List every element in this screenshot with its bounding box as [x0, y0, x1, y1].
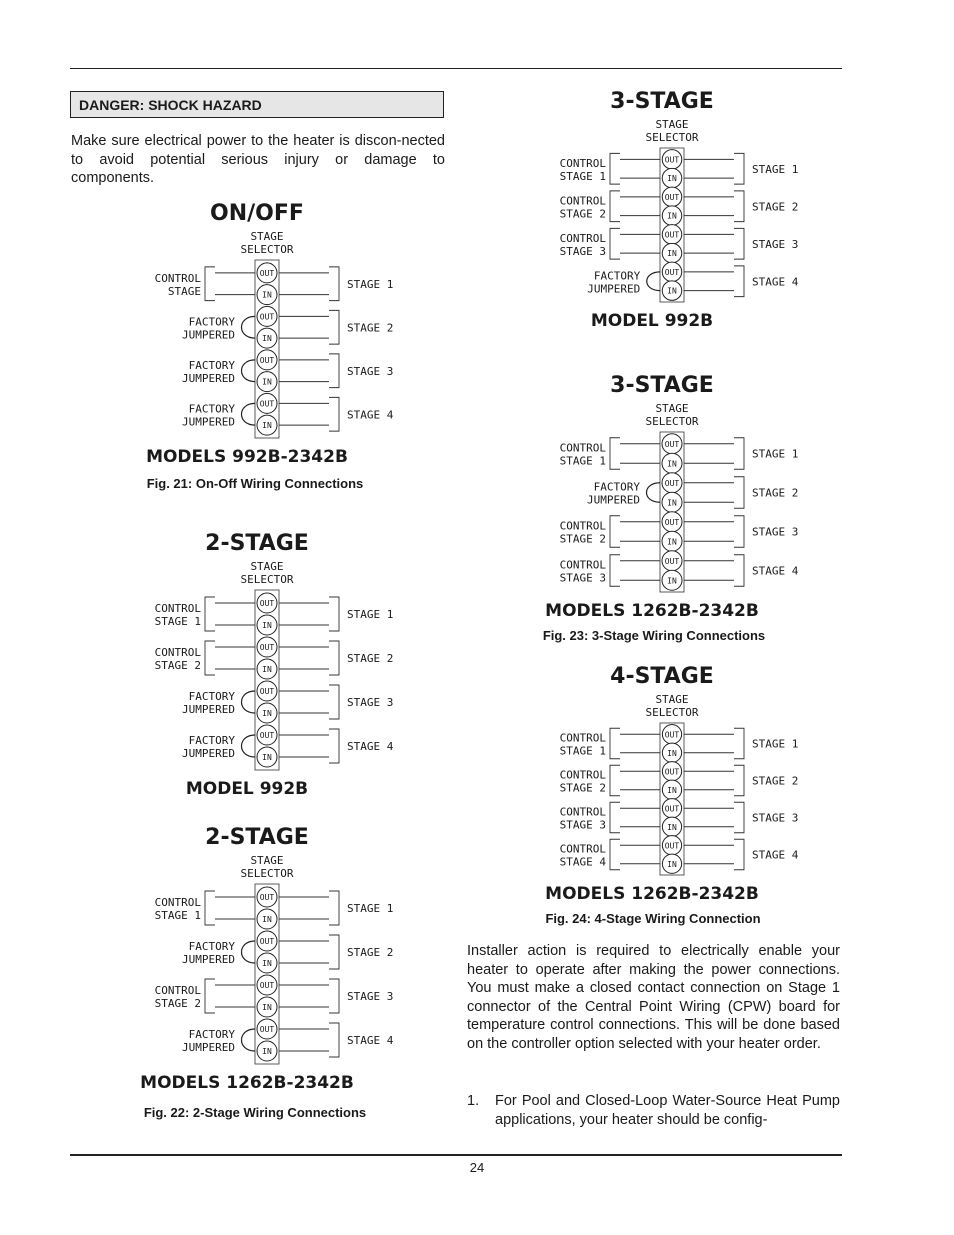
control-label: STAGE 3: [559, 818, 606, 832]
figure-23-caption: Fig. 23: 3-Stage Wiring Connections: [542, 628, 766, 643]
wiring-row: [182, 931, 393, 973]
bracket-right: [734, 266, 744, 297]
terminal-out-label: OUT: [664, 841, 680, 851]
jumper-label: JUMPERED: [587, 493, 640, 507]
terminal-in-label: IN: [667, 859, 677, 869]
bracket-right: [329, 597, 339, 631]
stage-label: STAGE 4: [752, 275, 799, 289]
terminal-in-label: IN: [667, 498, 677, 508]
bracket-right: [329, 979, 339, 1013]
figure-22-caption: Fig. 22: 2-Stage Wiring Connections: [143, 1105, 367, 1120]
bracket-right: [734, 728, 744, 759]
bracket-right: [734, 555, 744, 587]
selector-label: SELECTOR: [240, 573, 294, 586]
wiring-row: [155, 637, 394, 679]
terminal-out-label: OUT: [664, 192, 680, 202]
stage-label: STAGE 1: [752, 447, 799, 461]
jumper-label: FACTORY: [188, 402, 235, 416]
stage-label: STAGE 1: [347, 902, 394, 915]
bracket-right: [734, 438, 744, 470]
selector-label: STAGE: [250, 230, 284, 243]
control-label: STAGE 2: [154, 659, 201, 672]
stage-label: STAGE 4: [752, 564, 799, 578]
bracket-left: [610, 765, 620, 796]
jumper-label: JUMPERED: [587, 282, 641, 296]
jumper-wire: [242, 360, 256, 382]
wiring-diagram-3-stage-1262b: [530, 370, 799, 622]
stage-label: STAGE 4: [347, 408, 394, 422]
wiring-diagram-4-stage: [530, 661, 799, 905]
bracket-left: [610, 516, 620, 548]
terminal-out-label: OUT: [259, 1025, 275, 1034]
stage-label: STAGE 3: [752, 237, 799, 251]
control-label: STAGE 2: [559, 532, 606, 546]
jumper-wire: [242, 941, 256, 963]
control-label: STAGE 3: [559, 244, 606, 258]
list-number: 1.: [467, 1093, 480, 1109]
stage-label: STAGE 4: [752, 848, 799, 862]
control-label: CONTROL: [559, 558, 606, 572]
stage-label: STAGE 1: [347, 277, 394, 291]
bracket-left: [610, 153, 620, 184]
jumper-wire: [242, 735, 256, 757]
selector-label: SELECTOR: [240, 243, 294, 256]
terminal-out-label: OUT: [664, 517, 680, 527]
terminal-in-label: IN: [667, 211, 677, 221]
diagram-title: 2-STAGE: [205, 531, 309, 556]
stage-label: STAGE 1: [752, 737, 799, 751]
control-label: STAGE 1: [154, 615, 201, 628]
bracket-left: [610, 802, 620, 833]
stage-label: STAGE 2: [347, 946, 394, 959]
jumper-label: FACTORY: [593, 480, 640, 494]
diagram-title: 3-STAGE: [610, 373, 714, 398]
terminal-in-label: IN: [262, 621, 272, 630]
wiring-diagram-on-off: [120, 198, 394, 468]
wiring-row: [560, 836, 799, 874]
control-label: CONTROL: [559, 231, 606, 245]
wiring-row: [560, 187, 799, 225]
terminal-in-label: IN: [262, 665, 272, 674]
control-label: CONTROL: [559, 156, 606, 170]
terminal-out-label: OUT: [664, 230, 680, 240]
terminal-in-label: IN: [262, 1003, 272, 1012]
bracket-right: [329, 641, 339, 675]
terminal-out-label: OUT: [259, 731, 275, 740]
terminal-in-label: IN: [667, 748, 677, 758]
wiring-diagram-2-stage-1262b: [120, 822, 394, 1094]
bracket-left: [610, 191, 620, 222]
control-label: STAGE 2: [559, 207, 606, 221]
control-label: CONTROL: [559, 731, 606, 745]
stage-label: STAGE 3: [347, 990, 394, 1003]
control-label: STAGE 1: [154, 909, 201, 922]
bracket-right: [734, 228, 744, 259]
jumper-wire: [242, 691, 256, 713]
stage-label: STAGE 1: [347, 608, 394, 621]
selector-label: STAGE: [655, 402, 689, 415]
bracket-right: [329, 685, 339, 719]
bottom-rule: [70, 1154, 842, 1156]
terminal-out-label: OUT: [259, 399, 275, 409]
jumper-label: FACTORY: [188, 940, 235, 953]
control-label: CONTROL: [559, 805, 606, 819]
model-label: MODEL 992B: [185, 779, 309, 799]
bracket-right: [734, 765, 744, 796]
selector-label: STAGE: [655, 118, 689, 131]
wiring-row: [155, 887, 394, 929]
wiring-diagram-3-stage-992b: [530, 86, 799, 332]
stage-label: STAGE 2: [347, 321, 394, 335]
wiring-row: [560, 512, 799, 552]
control-label: STAGE 1: [559, 744, 606, 758]
terminal-in-label: IN: [667, 249, 677, 259]
stage-label: STAGE 4: [347, 740, 394, 753]
control-label: STAGE 2: [154, 997, 201, 1010]
jumper-label: JUMPERED: [182, 328, 235, 342]
terminal-out-label: OUT: [664, 556, 680, 566]
jumper-wire: [647, 272, 661, 291]
terminal-in-label: IN: [262, 290, 272, 300]
terminal-in-label: IN: [667, 822, 677, 832]
model-label: MODELS 1262B-2342B: [140, 1073, 354, 1093]
control-label: STAGE 4: [559, 855, 606, 869]
wiring-row: [155, 975, 394, 1017]
stage-label: STAGE 3: [347, 364, 394, 378]
terminal-in-label: IN: [262, 377, 272, 387]
jumper-label: JUMPERED: [182, 1041, 235, 1054]
bracket-right: [734, 191, 744, 222]
stage-label: STAGE 2: [752, 774, 799, 788]
control-label: CONTROL: [154, 646, 201, 659]
jumper-label: FACTORY: [188, 734, 235, 747]
control-label: CONTROL: [154, 896, 201, 909]
jumper-wire: [242, 403, 256, 425]
control-label: CONTROL: [154, 271, 201, 285]
bracket-left: [610, 728, 620, 759]
wiring-row: [182, 681, 393, 723]
bracket-right: [734, 802, 744, 833]
terminal-in-label: IN: [667, 174, 677, 184]
figure-24-caption: Fig. 24: 4-Stage Wiring Connection: [545, 911, 761, 926]
bracket-right: [329, 891, 339, 925]
terminal-out-label: OUT: [259, 937, 275, 946]
terminal-out-label: OUT: [259, 893, 275, 902]
terminal-in-label: IN: [667, 286, 677, 296]
terminal-out-label: OUT: [664, 478, 680, 488]
control-label: CONTROL: [559, 519, 606, 533]
control-label: CONTROL: [154, 602, 201, 615]
bracket-left: [610, 839, 620, 870]
control-label: STAGE 2: [559, 781, 606, 795]
jumper-label: FACTORY: [593, 269, 641, 283]
bracket-right: [734, 516, 744, 548]
stage-label: STAGE 4: [347, 1034, 394, 1047]
bracket-right: [329, 729, 339, 763]
jumper-label: JUMPERED: [182, 953, 235, 966]
terminal-in-label: IN: [262, 753, 272, 762]
bracket-right: [329, 354, 339, 388]
terminal-out-label: OUT: [664, 439, 680, 449]
terminal-in-label: IN: [262, 421, 272, 431]
diagram-title: 2-STAGE: [205, 825, 309, 850]
terminal-in-label: IN: [262, 1047, 272, 1056]
terminal-out-label: OUT: [664, 767, 680, 777]
bracket-right: [329, 935, 339, 969]
terminal-in-label: IN: [262, 709, 272, 718]
control-label: STAGE 3: [559, 571, 606, 585]
model-label: MODELS 1262B-2342B: [545, 884, 759, 904]
wiring-row: [587, 473, 798, 513]
jumper-label: JUMPERED: [182, 371, 235, 385]
bracket-left: [205, 891, 215, 925]
warning-paragraph: Make sure electrical power to the heater is discon-nected to avoid potential serious injury or damage to components.: [71, 133, 445, 186]
wiring-row: [182, 1019, 394, 1061]
terminal-out-label: OUT: [664, 267, 680, 277]
selector-label: STAGE: [250, 854, 284, 867]
control-label: STAGE 1: [559, 169, 606, 183]
bracket-left: [610, 228, 620, 259]
jumper-label: JUMPERED: [182, 703, 235, 716]
stage-label: STAGE 1: [752, 162, 799, 176]
terminal-in-label: IN: [262, 959, 272, 968]
stage-label: STAGE 2: [347, 652, 394, 665]
model-label: MODELS 1262B-2342B: [545, 601, 759, 621]
bracket-right: [734, 477, 744, 509]
selector-label: SELECTOR: [645, 131, 699, 144]
jumper-label: FACTORY: [188, 358, 235, 372]
wiring-row: [560, 799, 799, 837]
page-number: 24: [469, 1160, 485, 1175]
control-label: CONTROL: [559, 842, 606, 856]
terminal-in-label: IN: [667, 785, 677, 795]
stage-label: STAGE 2: [752, 200, 799, 214]
bracket-right: [329, 267, 339, 301]
bracket-right: [734, 839, 744, 870]
bracket-right: [329, 1023, 339, 1057]
jumper-wire: [242, 316, 256, 338]
bracket-left: [205, 597, 215, 631]
stage-label: STAGE 2: [752, 486, 799, 500]
model-label: MODELS 992B-2342B: [146, 447, 348, 467]
top-rule: [70, 68, 842, 69]
wiring-diagram-2-stage-992b: [120, 528, 394, 800]
control-label: STAGE 1: [559, 454, 606, 468]
wiring-row: [155, 263, 394, 305]
terminal-in-label: IN: [667, 537, 677, 547]
bracket-left: [610, 555, 620, 587]
list-text: For Pool and Closed-Loop Water-Source Heat Pump applications, your heater should be config-: [495, 1093, 840, 1128]
selector-label: STAGE: [250, 560, 284, 573]
bracket-left: [205, 641, 215, 675]
terminal-out-label: OUT: [664, 730, 680, 740]
jumper-label: JUMPERED: [182, 747, 235, 760]
selector-label: SELECTOR: [645, 706, 699, 719]
stage-label: STAGE 3: [347, 696, 394, 709]
diagram-title: 4-STAGE: [610, 664, 714, 689]
bracket-left: [205, 267, 215, 301]
control-label: CONTROL: [154, 984, 201, 997]
control-label: CONTROL: [559, 194, 606, 208]
wiring-row: [182, 306, 393, 348]
wiring-row: [560, 225, 799, 263]
bracket-left: [610, 438, 620, 470]
terminal-out-label: OUT: [664, 155, 680, 165]
diagram-title: ON/OFF: [210, 201, 304, 226]
terminal-out-label: OUT: [259, 643, 275, 652]
stage-label: STAGE 3: [752, 811, 799, 825]
wiring-row: [182, 725, 394, 767]
list-item-1: [467, 1092, 840, 1129]
stage-label: STAGE 3: [752, 525, 799, 539]
selector-label: STAGE: [655, 693, 689, 706]
terminal-out-label: OUT: [259, 599, 275, 608]
bracket-left: [205, 979, 215, 1013]
jumper-label: FACTORY: [188, 1028, 235, 1041]
figure-21-caption: Fig. 21: On-Off Wiring Connections: [146, 476, 364, 491]
bracket-right: [329, 310, 339, 344]
wiring-row: [560, 551, 799, 591]
control-label: CONTROL: [559, 441, 606, 455]
bracket-right: [329, 397, 339, 431]
model-label: MODEL 992B: [590, 311, 714, 331]
terminal-in-label: IN: [262, 915, 272, 924]
wiring-row: [560, 762, 799, 800]
diagram-title: 3-STAGE: [610, 89, 714, 114]
jumper-label: FACTORY: [188, 315, 235, 329]
terminal-out-label: OUT: [664, 804, 680, 814]
wiring-row: [560, 725, 799, 763]
terminal-out-label: OUT: [259, 981, 275, 990]
terminal-out-label: OUT: [259, 268, 275, 278]
terminal-out-label: OUT: [259, 312, 275, 322]
wiring-row: [155, 593, 394, 635]
wiring-row: [560, 150, 799, 188]
control-label: CONTROL: [559, 768, 606, 782]
terminal-in-label: IN: [262, 334, 272, 344]
jumper-wire: [242, 1029, 256, 1051]
danger-heading: DANGER: SHOCK HAZARD: [70, 91, 444, 118]
installer-paragraph: Installer action is required to electrically enable your heater to operate after making the power connections. You must make a closed contact connection on Stage 1 connector of the Central Point Wiring (CPW) board for temperature control connections. This will be done based on the controller option selected with your heater order.: [467, 943, 840, 1052]
terminal-in-label: IN: [667, 459, 677, 469]
jumper-label: JUMPERED: [182, 415, 235, 429]
wiring-row: [560, 434, 799, 474]
wiring-row: [587, 262, 798, 300]
terminal-in-label: IN: [667, 576, 677, 586]
control-label: STAGE: [167, 284, 201, 298]
selector-label: SELECTOR: [240, 867, 294, 880]
bracket-right: [734, 153, 744, 184]
jumper-wire: [647, 483, 661, 503]
wiring-row: [182, 350, 393, 392]
terminal-out-label: OUT: [259, 355, 275, 365]
jumper-label: FACTORY: [188, 690, 235, 703]
terminal-out-label: OUT: [259, 687, 275, 696]
selector-label: SELECTOR: [645, 415, 699, 428]
wiring-row: [182, 393, 394, 435]
